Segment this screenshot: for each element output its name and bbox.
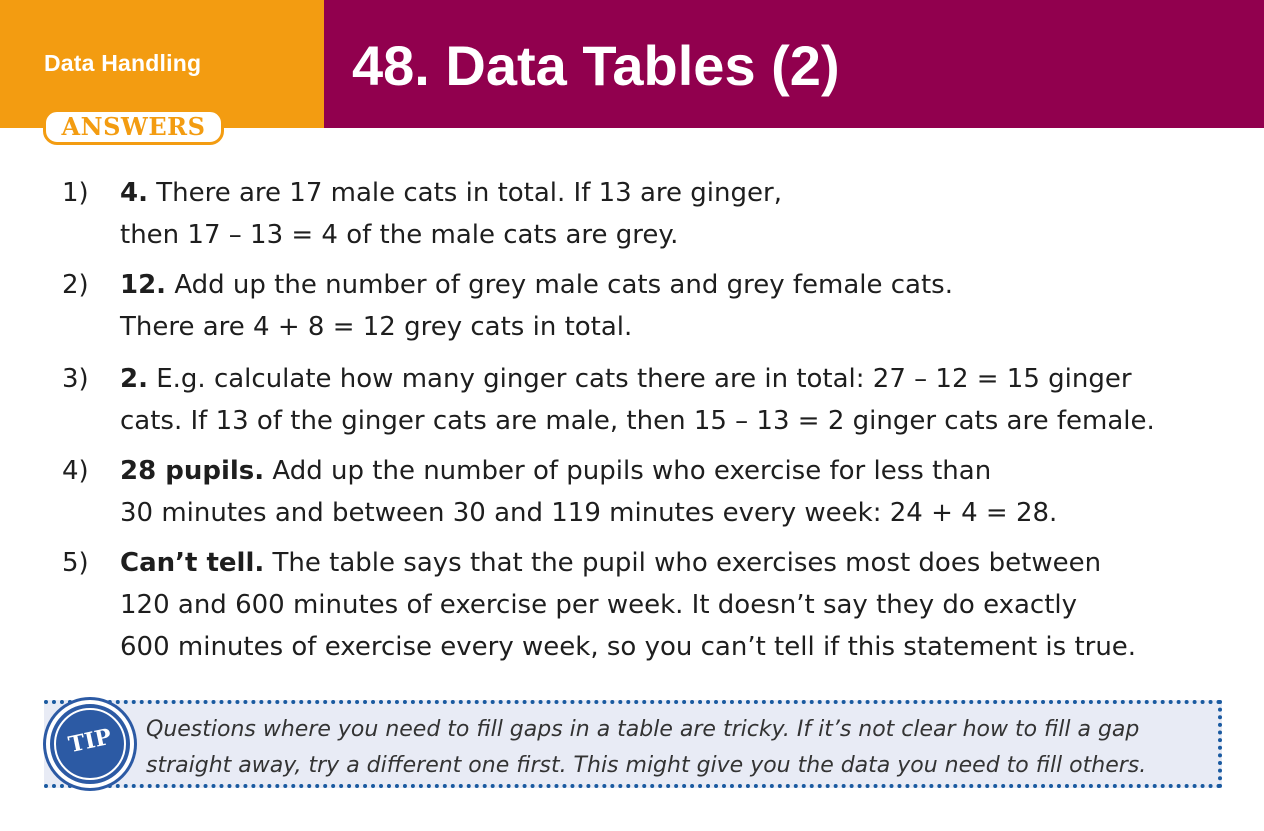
answer-text	[120, 172, 1230, 256]
answer-line	[120, 172, 1230, 214]
answer-rest: E.g. calculate how many ginger cats there are in total: 27 – 12 = 15 ginger	[147, 364, 1132, 394]
answer-line: 120 and 600 minutes of exercise per week. It doesn’t say they do exactly	[120, 590, 1078, 620]
tip-text	[146, 712, 1216, 784]
answer-text	[120, 542, 1230, 668]
tip-line: Questions where you need to fill gaps in a table are tricky. If it’s not clear how to fill a gap	[146, 717, 1140, 742]
answer-number: 2)	[62, 270, 89, 300]
answer-rest: Add up the number of pupils who exercise for less than	[264, 456, 992, 486]
answer-line: cats. If 13 of the ginger cats are male, then 15 – 13 = 2 ginger cats are female.	[120, 406, 1155, 436]
answer-number: 4)	[62, 456, 89, 486]
answer-rest: There are 17 male cats in total. If 13 are ginger,	[147, 178, 782, 208]
answer-number: 3)	[62, 364, 89, 394]
answer-line: then 17 – 13 = 4 of the male cats are grey.	[120, 220, 679, 250]
answer-line	[120, 358, 1230, 400]
answer-rest: The table says that the pupil who exercises most does between	[264, 548, 1102, 578]
answer-line	[120, 450, 1230, 492]
tip-line: straight away, try a different one first. This might give you the data you need to fill others.	[146, 753, 1147, 778]
tip-icon	[46, 700, 134, 788]
answer-line: There are 4 + 8 = 12 grey cats in total.	[120, 312, 633, 342]
page-title: 48. Data Tables (2)	[352, 34, 840, 97]
answer-bold: 4.	[120, 178, 148, 208]
answer-text	[120, 450, 1230, 534]
answer-bold: 28 pupils.	[120, 456, 265, 486]
answer-line	[120, 542, 1230, 584]
answer-bold: Can’t tell.	[120, 548, 265, 578]
tip-badge-label: TIP	[66, 723, 114, 759]
answer-number: 1)	[62, 178, 89, 208]
answer-line: 600 minutes of exercise every week, so you can’t tell if this statement is true.	[120, 632, 1137, 662]
answer-bold: 2.	[120, 364, 148, 394]
answers-badge: ANSWERS	[43, 109, 224, 145]
answer-rest: Add up the number of grey male cats and grey female cats.	[166, 270, 953, 300]
answer-bold: 12.	[120, 270, 167, 300]
answer-line	[120, 264, 1230, 306]
answer-line: 30 minutes and between 30 and 119 minutes every week: 24 + 4 = 28.	[120, 498, 1058, 528]
answer-number: 5)	[62, 548, 89, 578]
answer-text	[120, 358, 1230, 442]
section-label: Data Handling	[44, 50, 202, 76]
answer-text	[120, 264, 1230, 348]
